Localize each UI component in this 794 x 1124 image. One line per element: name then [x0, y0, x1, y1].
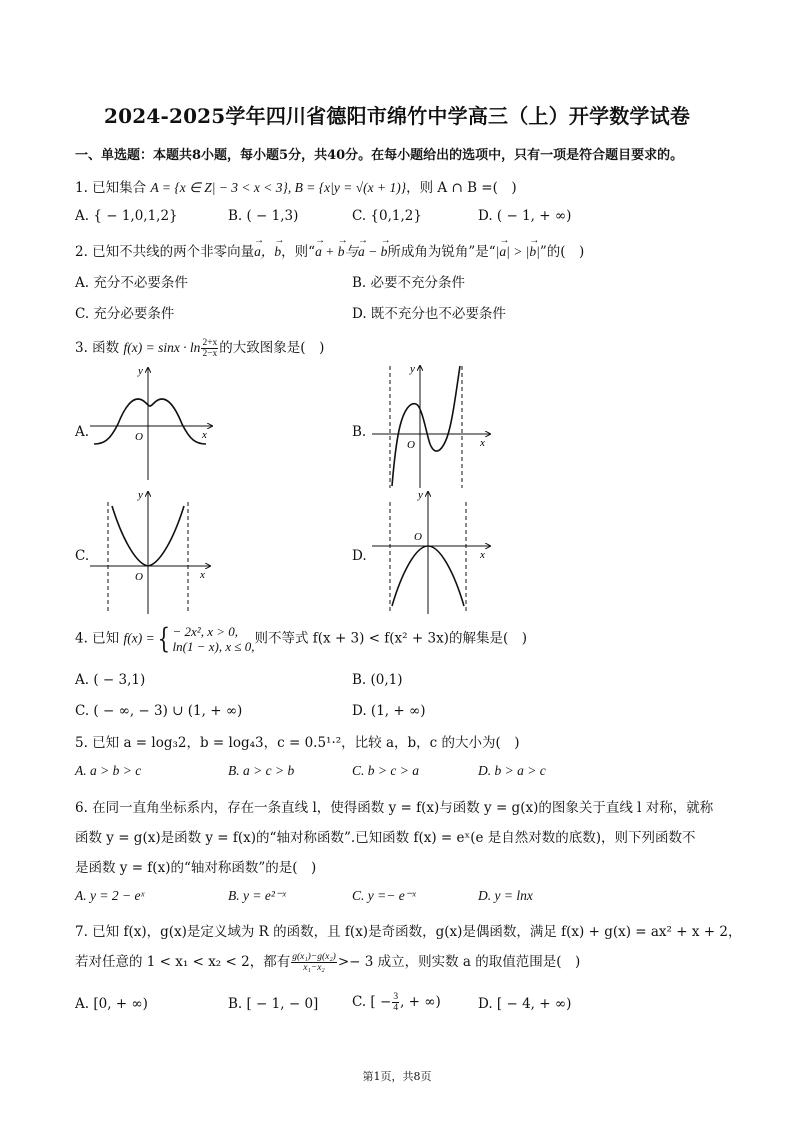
- q3-a-origin: O: [135, 431, 143, 443]
- q7-option-b[interactable]: B. [ − 1, − 0]: [228, 996, 319, 1012]
- section-heading: 一、单选题：本题共8小题，每小题5分，共40分。在每小题给出的选项中，只有一项是符合题目要求的。: [75, 148, 684, 163]
- q1-body: A = {x ∈ Z| − 3 < x < 3}, B = {x|y = √(x + 1)}: [150, 180, 407, 195]
- q3-graph-b[interactable]: [370, 362, 495, 492]
- q4-option-c[interactable]: C. ( − ∞, − 3) ∪ (1, + ∞): [75, 703, 243, 719]
- q7-option-c[interactable]: [352, 992, 441, 1013]
- question-4: 4. 已知 f(x) ={ − 2x², x > 0, ln(1 − x), x ≤ 0, 则不等式 f(x + 3) < f(x² + 3x)的解集是( ): [75, 622, 527, 655]
- q7-c-num: 3: [393, 992, 399, 1002]
- page-footer: 第1页，共8页: [362, 1070, 432, 1083]
- question-6-line-3: 是函数 y = f(x)的“轴对称函数”的是( ): [75, 860, 317, 876]
- q7-option-d[interactable]: D. [ − 4, + ∞): [478, 996, 572, 1012]
- q3-suffix: 的大致图象是( ): [219, 340, 325, 356]
- q2-text-a: 2. 已知不共线的两个非零向量: [75, 244, 255, 260]
- q2-option-d[interactable]: D. 既不充分也不必要条件: [352, 306, 506, 322]
- q5-option-c[interactable]: C. b > c > a: [352, 763, 419, 778]
- q3-graph-c[interactable]: [88, 488, 218, 616]
- q3-frac-num: 2+x: [202, 338, 218, 348]
- q3-option-d-label[interactable]: D.: [352, 548, 367, 564]
- q3-b-y-label: y: [410, 363, 415, 375]
- q1-suffix: ，则 A ∩ B =( ): [406, 180, 517, 196]
- q3-d-y-label: y: [418, 489, 423, 501]
- question-7-line-2: [75, 950, 735, 973]
- q2-option-b[interactable]: B. 必要不充分条件: [352, 275, 466, 291]
- q7-c-part-a: C. [ −: [352, 994, 392, 1010]
- q1-option-c[interactable]: C. {0,1,2}: [352, 208, 422, 224]
- q1-option-a[interactable]: A. { − 1,0,1,2}: [75, 208, 178, 224]
- q4-fx: f(x) =: [123, 630, 155, 646]
- question-7-line-1: 7. 已知 f(x)，g(x)是定义域为 R 的函数，且 f(x)是奇函数，g(x)是偶函数，满足 f(x) + g(x) = ax² + x + 2，: [75, 924, 742, 940]
- q4-option-b[interactable]: B. (0,1): [352, 672, 403, 688]
- q2-option-a[interactable]: A. 充分不必要条件: [75, 275, 188, 291]
- q4-option-a[interactable]: A. ( − 3,1): [75, 672, 146, 688]
- q2-text-d: ”的( ): [539, 244, 585, 260]
- q7-line2-b: >− 3 成立，则实数 a 的取值范围是( ): [337, 954, 581, 970]
- q4-prefix: 4. 已知: [75, 630, 120, 647]
- q4-case-1: − 2x², x > 0,: [172, 624, 238, 639]
- q3-prefix: 3. 函数: [75, 340, 120, 356]
- q3-d-x-label: x: [480, 549, 485, 561]
- q6-option-b[interactable]: B. y = e²⁻ˣ: [228, 888, 286, 903]
- q7-c-part-b: , + ∞): [400, 994, 441, 1010]
- question-3: [75, 336, 735, 359]
- q3-option-c-label[interactable]: C.: [75, 548, 90, 564]
- q4-case-2: ln(1 − x), x ≤ 0,: [172, 639, 255, 654]
- q6-option-d[interactable]: D. y = lnx: [478, 888, 533, 903]
- q3-graph-d[interactable]: [370, 488, 495, 616]
- q3-a-x-label: x: [202, 429, 207, 441]
- q7-frac-den: x₁−x₂: [303, 963, 325, 973]
- q3-d-origin: O: [414, 531, 422, 543]
- q3-c-x-label: x: [200, 569, 205, 581]
- q7-frac-num: g(x₁)−g(x₂): [292, 952, 336, 962]
- question-1: [75, 176, 735, 196]
- question-2: 2. 已知不共线的两个非零向量→ a，→ b，则“→ a + → b与→ a − → b所成角为锐角”是“|→ a| > |→ b|”的( ): [75, 240, 735, 260]
- q4-option-d[interactable]: D. (1, + ∞): [352, 703, 426, 719]
- q2-option-c[interactable]: C. 充分必要条件: [75, 306, 175, 322]
- question-5: 5. 已知 a = log₃2，b = log₄3，c = 0.5¹·²，比较 a，b，c 的大小为( ): [75, 735, 520, 751]
- q3-c-y-label: y: [138, 489, 143, 501]
- q3-b-x-label: x: [480, 437, 485, 449]
- q3-option-a-label[interactable]: A.: [75, 424, 90, 440]
- q5-option-d[interactable]: D. b > a > c: [478, 763, 546, 778]
- q7-line2-a: 若对任意的 1 < x₁ < x₂ < 2，都有: [75, 954, 291, 970]
- q3-func: f(x) = sinx · ln: [123, 340, 201, 355]
- q3-c-origin: O: [135, 571, 143, 583]
- q7-option-a[interactable]: A. [0, + ∞): [75, 996, 148, 1012]
- q1-option-b[interactable]: B. ( − 1,3): [228, 208, 299, 224]
- q5-option-b[interactable]: B. a > c > b: [228, 763, 295, 778]
- q1-prefix: 1. 已知集合: [75, 180, 147, 196]
- q1-option-d[interactable]: D. ( − 1, + ∞): [478, 208, 572, 224]
- q5-option-a[interactable]: A. a > b > c: [75, 763, 142, 778]
- q2-text-b: ，则“: [281, 244, 316, 260]
- q7-c-den: 4: [393, 1003, 399, 1013]
- q3-graph-a[interactable]: [88, 362, 218, 482]
- q6-option-c[interactable]: C. y =− e⁻ˣ: [352, 888, 416, 903]
- q3-option-b-label[interactable]: B.: [352, 424, 367, 440]
- q3-a-y-label: y: [138, 365, 143, 377]
- q2-text-c: 所成角为锐角”是“: [387, 244, 496, 260]
- q4-suffix: 则不等式 f(x + 3) < f(x² + 3x)的解集是( ): [254, 630, 527, 647]
- question-6-line-2: 函数 y = g(x)是函数 y = f(x)的“轴对称函数”.已知函数 f(x) = eˣ(e 是自然对数的底数)，则下列函数不: [75, 830, 696, 846]
- q6-option-a[interactable]: A. y = 2 − eˣ: [75, 888, 145, 903]
- page-title: 2024-2025学年四川省德阳市绵竹中学高三（上）开学数学试卷: [103, 104, 691, 128]
- q3-b-origin: O: [407, 439, 415, 451]
- q3-frac-den: 2−x: [202, 349, 218, 359]
- question-6-line-1: 6. 在同一直角坐标系内，存在一条直线 l，使得函数 y = f(x)与函数 y = g(x)的图象关于直线 l 对称，就称: [75, 800, 714, 816]
